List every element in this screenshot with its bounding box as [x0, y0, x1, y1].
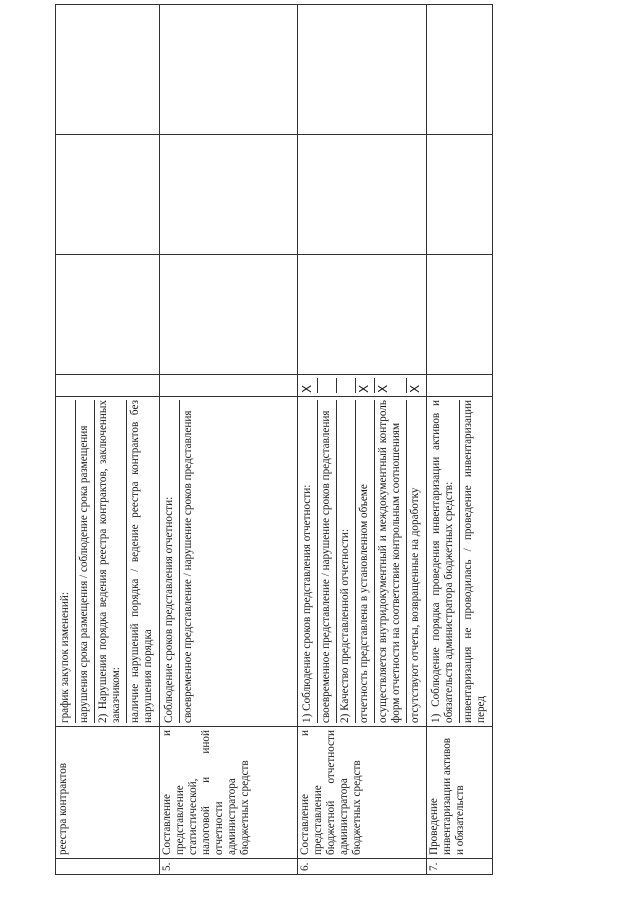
criteria-cell [160, 397, 298, 727]
row-name: Составление и представление статистической, налоговой и иной отчетности администратора бюджетных средств [160, 727, 298, 859]
x-mark: Х [408, 384, 422, 393]
table-row [56, 5, 160, 875]
criteria-line: наличие нарушений порядка / ведение реестра контрактов без нарушения порядка [129, 400, 154, 723]
criteria-line: инвентаризация не проводилась / проведение инвентаризации перед [462, 400, 487, 723]
row-number [56, 859, 160, 875]
x-mark: Х [356, 378, 375, 393]
empty-cell [160, 135, 298, 255]
x-mark [318, 378, 337, 393]
x-mark [337, 378, 356, 393]
criteria-cell [298, 397, 427, 727]
empty-cell [160, 255, 298, 375]
criteria-table [55, 4, 493, 875]
x-mark: Х [375, 378, 407, 393]
empty-cell [427, 5, 493, 135]
table-row [427, 5, 493, 875]
table-row [298, 5, 427, 875]
criteria-line: 2) Качество представленной отчетности: [337, 400, 356, 723]
criteria-line: нарушения срока размещения / соблюдение срока размещения [76, 400, 95, 723]
mark-cell [160, 375, 298, 397]
empty-cell [56, 135, 160, 255]
criteria-line: 1) Соблюдение порядка проведения инвентаризации активов и обязательств администратора бюджетных средств: [428, 400, 460, 723]
x-mark: Х [299, 378, 318, 393]
mark-cell [56, 375, 160, 397]
empty-cell [298, 5, 427, 135]
row-number: 6. [298, 859, 427, 875]
table-row [160, 5, 298, 875]
empty-cell [298, 255, 427, 375]
criteria-cell [56, 397, 160, 727]
row-name: реестра контрактов [56, 727, 160, 859]
row-name: Проведение инвентаризации активов и обязательств [427, 727, 493, 859]
mark-cell [427, 375, 493, 397]
mark-cell [298, 375, 427, 397]
empty-cell [56, 255, 160, 375]
row-name: Составление и представление бюджетной отчетности администратора бюджетных средств [298, 727, 427, 859]
criteria-line: осуществляется внутридокументный и междокументный контроль форм отчетности на соответствие контрольным соотношениям [375, 400, 407, 723]
empty-cell [427, 135, 493, 255]
criteria-cell [427, 397, 493, 727]
criteria-line: график закупок изменений: [57, 400, 76, 723]
criteria-line: своевременное представление / нарушение сроков представления [182, 410, 194, 723]
criteria-line: отчетность представлена в установленном объеме [356, 400, 375, 723]
row-number: 5. [160, 859, 298, 875]
criteria-line: Соблюдение сроков представления отчетности: [161, 400, 180, 723]
criteria-line: 2) Нарушения порядка ведения реестра контрактов, заключенных заказчиком: [95, 400, 127, 723]
criteria-line: 1) Соблюдение сроков представления отчетности: [299, 400, 318, 723]
empty-cell [427, 255, 493, 375]
rotated-table-page [55, 5, 620, 875]
empty-cell [56, 5, 160, 135]
criteria-line: отсутствуют отчеты, возвращенные на доработку [409, 487, 421, 723]
empty-cell [298, 135, 427, 255]
criteria-line: своевременное представление / нарушение сроков представления [318, 400, 337, 723]
empty-cell [160, 5, 298, 135]
row-number: 7. [427, 859, 493, 875]
